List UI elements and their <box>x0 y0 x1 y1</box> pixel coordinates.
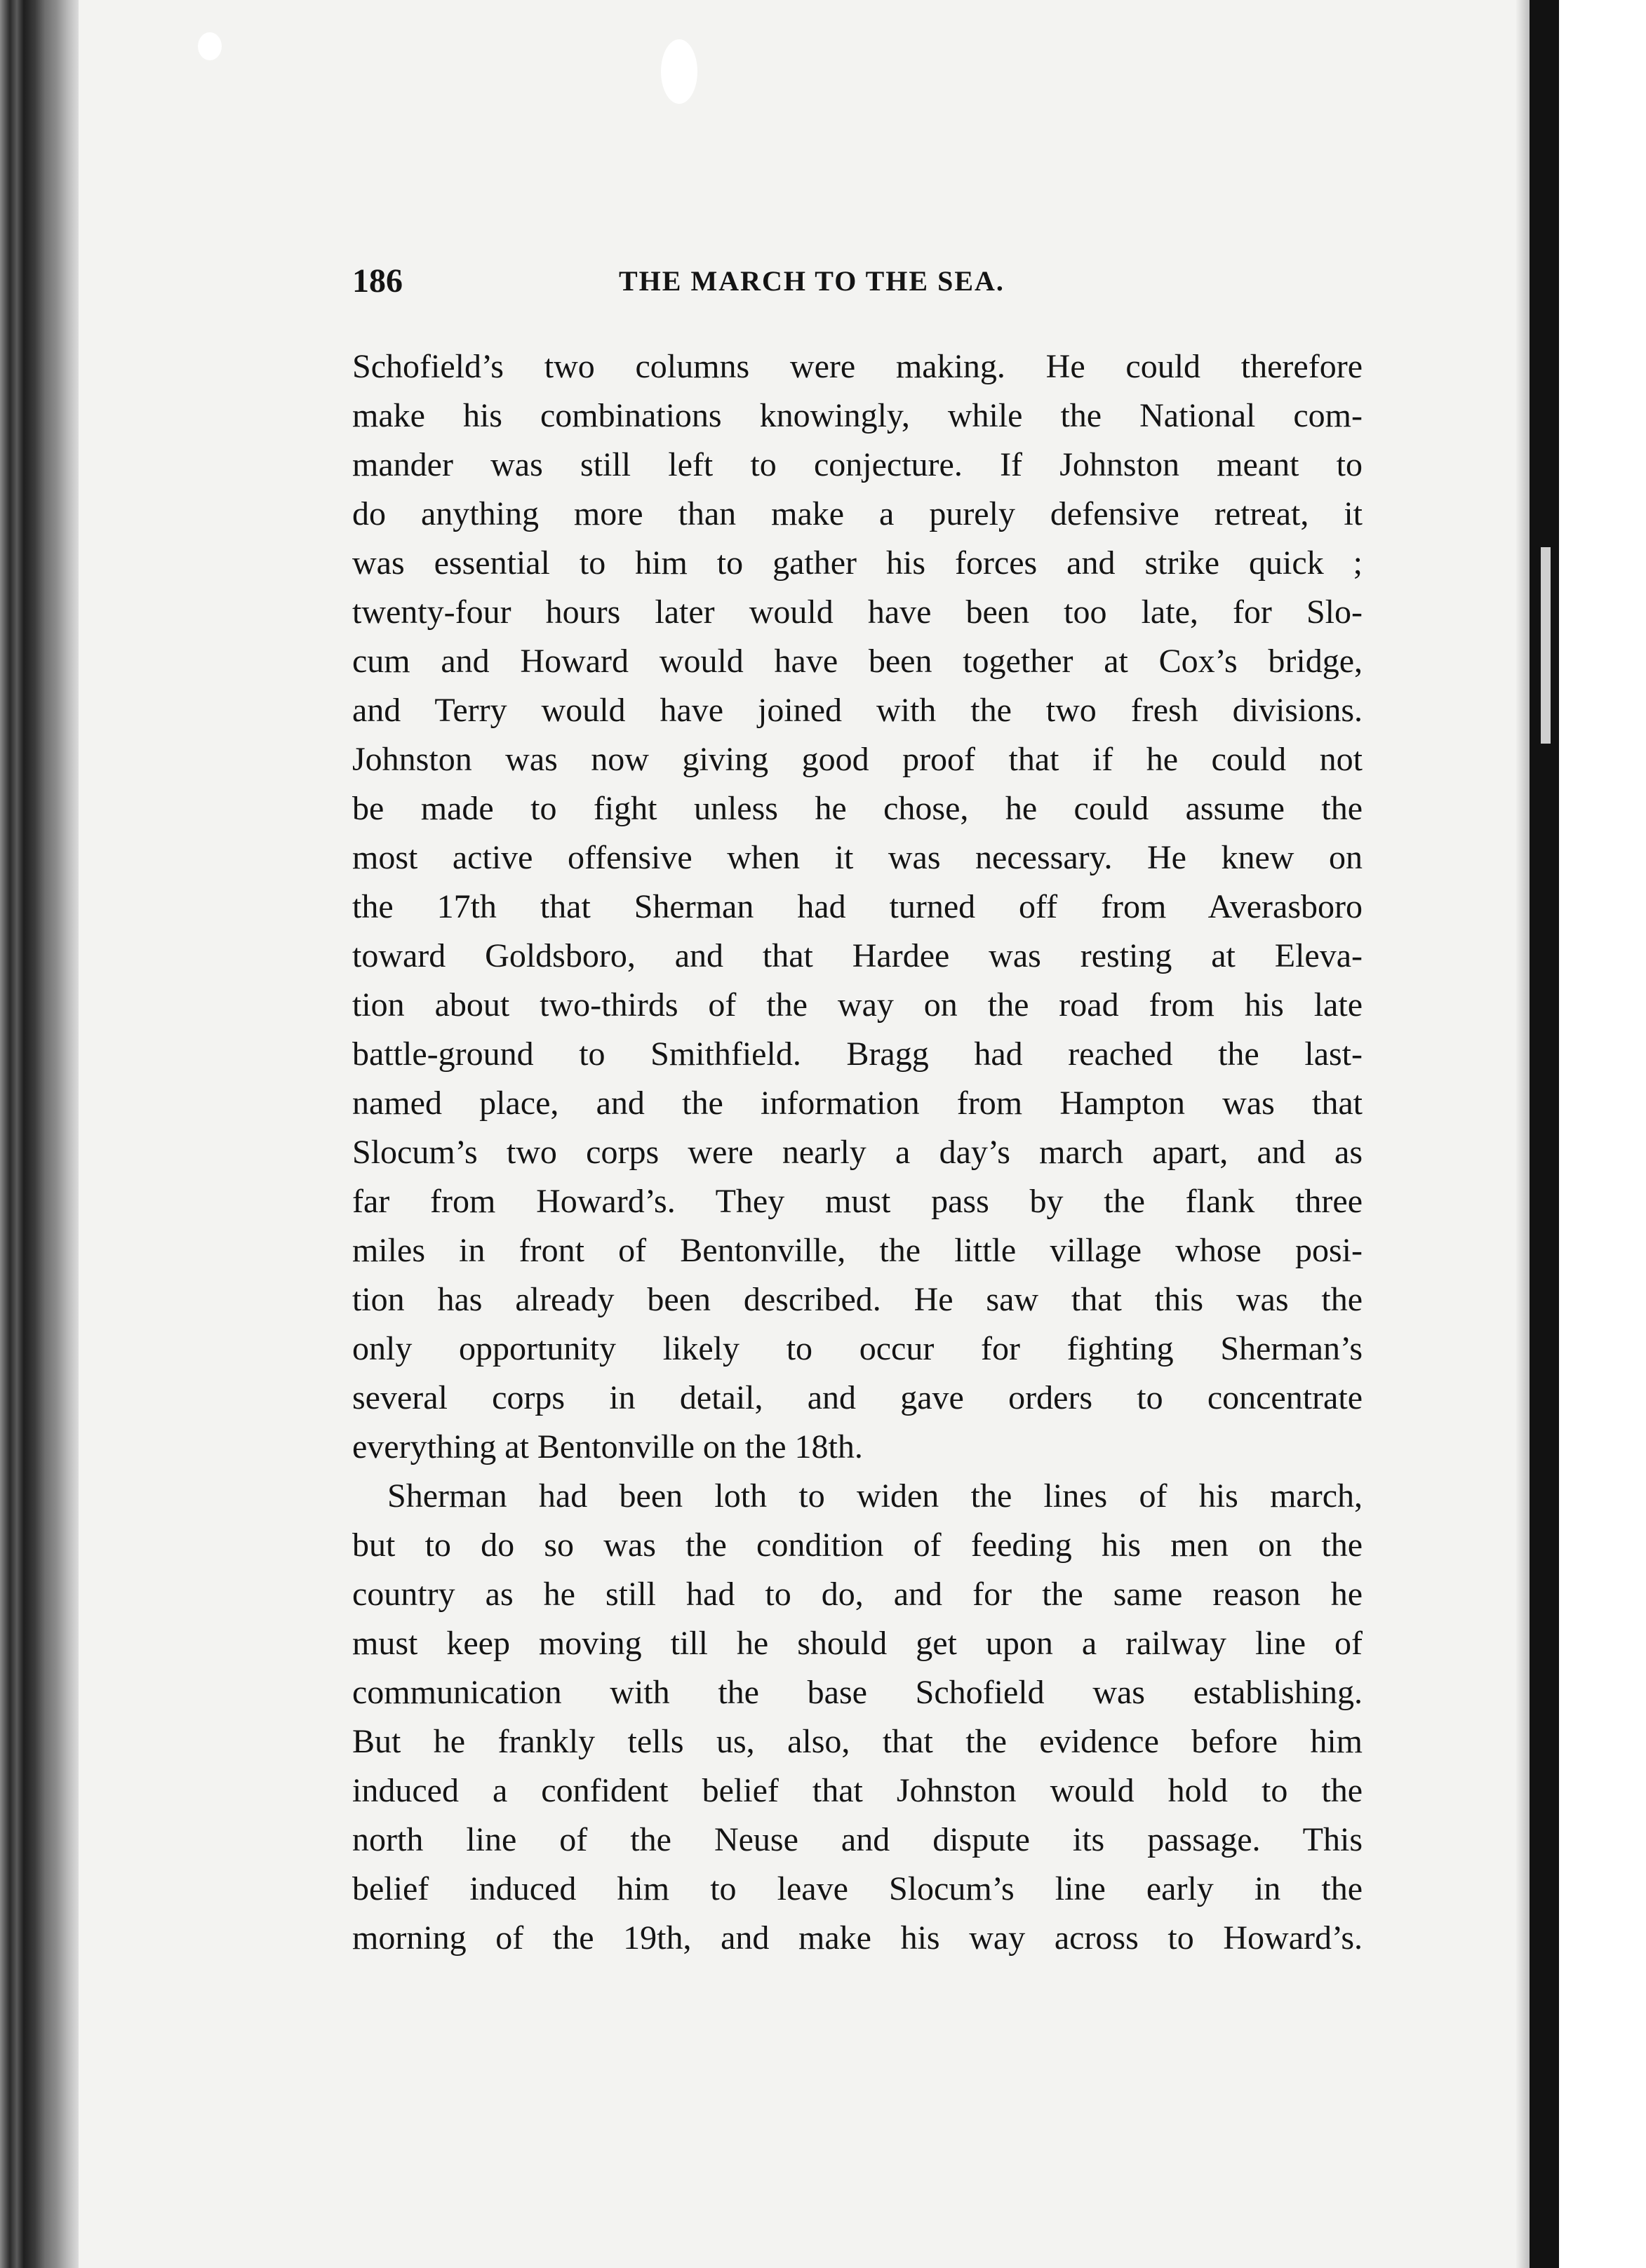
text-line: induced a confident belief that Johnston would hold to the <box>352 1772 1363 1809</box>
text-line: toward Goldsboro, and that Hardee was resting at Eleva- <box>352 937 1363 974</box>
text-line: country as he still had to do, and for the same reason he <box>352 1576 1363 1613</box>
text-line: twenty-four hours later would have been too late, for Slo- <box>352 593 1363 631</box>
paper-blemish <box>661 39 697 104</box>
right-scan-edge <box>1530 0 1559 2268</box>
text-line: north line of the Neuse and dispute its passage. This <box>352 1821 1363 1858</box>
text-line: Schofield’s two columns were making. He could therefore <box>352 348 1363 385</box>
right-page-shadow <box>1515 0 1530 2268</box>
text-line: make his combinations knowingly, while the National com- <box>352 397 1363 434</box>
text-line: but to do so was the condition of feeding his men on the <box>352 1526 1363 1564</box>
page-header <box>352 257 1363 306</box>
right-scan-margin <box>1559 0 1646 2268</box>
text-line: Johnston was now giving good proof that if he could not <box>352 741 1363 778</box>
text-line: do anything more than make a purely defensive retreat, it <box>352 495 1363 532</box>
text-line: But he frankly tells us, also, that the evidence before him <box>352 1723 1363 1760</box>
text-line: most active offensive when it was necessary. He knew on <box>352 839 1363 876</box>
text-line: tion about two-thirds of the way on the road from his late <box>352 986 1363 1024</box>
right-edge-highlight <box>1541 547 1551 744</box>
text-line: Slocum’s two corps were nearly a day’s march apart, and as <box>352 1134 1363 1171</box>
text-line: tion has already been described. He saw that this was the <box>352 1281 1363 1318</box>
text-line: the 17th that Sherman had turned off from Averasboro <box>352 888 1363 925</box>
text-line: mander was still left to conjecture. If Johnston meant to <box>352 446 1363 483</box>
text-line: and Terry would have joined with the two fresh divisions. <box>352 692 1363 729</box>
page-number: 186 <box>352 262 403 300</box>
text-line: Sherman had been loth to widen the lines of his march, <box>387 1477 1363 1515</box>
text-line: battle-ground to Smithfield. Bragg had reached the last- <box>352 1035 1363 1073</box>
text-line: communication with the base Schofield was establishing. <box>352 1674 1363 1711</box>
text-line: only opportunity likely to occur for fighting Sherman’s <box>352 1330 1363 1367</box>
text-line: several corps in detail, and gave orders to concentrate <box>352 1379 1363 1416</box>
text-line: belief induced him to leave Slocum’s line early in the <box>352 1870 1363 1907</box>
running-title: THE MARCH TO THE SEA. <box>619 265 1005 297</box>
text-line: morning of the 19th, and make his way across to Howard’s. <box>352 1919 1363 1957</box>
text-line: be made to fight unless he chose, he could assume the <box>352 790 1363 827</box>
text-line: far from Howard’s. They must pass by the flank three <box>352 1183 1363 1220</box>
paragraph <box>352 1472 1363 1963</box>
text-line: miles in front of Bentonville, the little village whose posi- <box>352 1232 1363 1269</box>
paragraph <box>352 342 1363 1472</box>
text-line: cum and Howard would have been together at Cox’s bridge, <box>352 643 1363 680</box>
text-line: named place, and the information from Hampton was that <box>352 1085 1363 1122</box>
text-line: must keep moving till he should get upon a railway line of <box>352 1625 1363 1662</box>
text-line: was essential to him to gather his forces and strike quick ; <box>352 544 1363 582</box>
body-text <box>352 342 1363 1963</box>
paper-blemish <box>198 32 222 60</box>
left-binding-gutter <box>0 0 79 2268</box>
text-line: everything at Bentonville on the 18th. <box>352 1428 863 1465</box>
